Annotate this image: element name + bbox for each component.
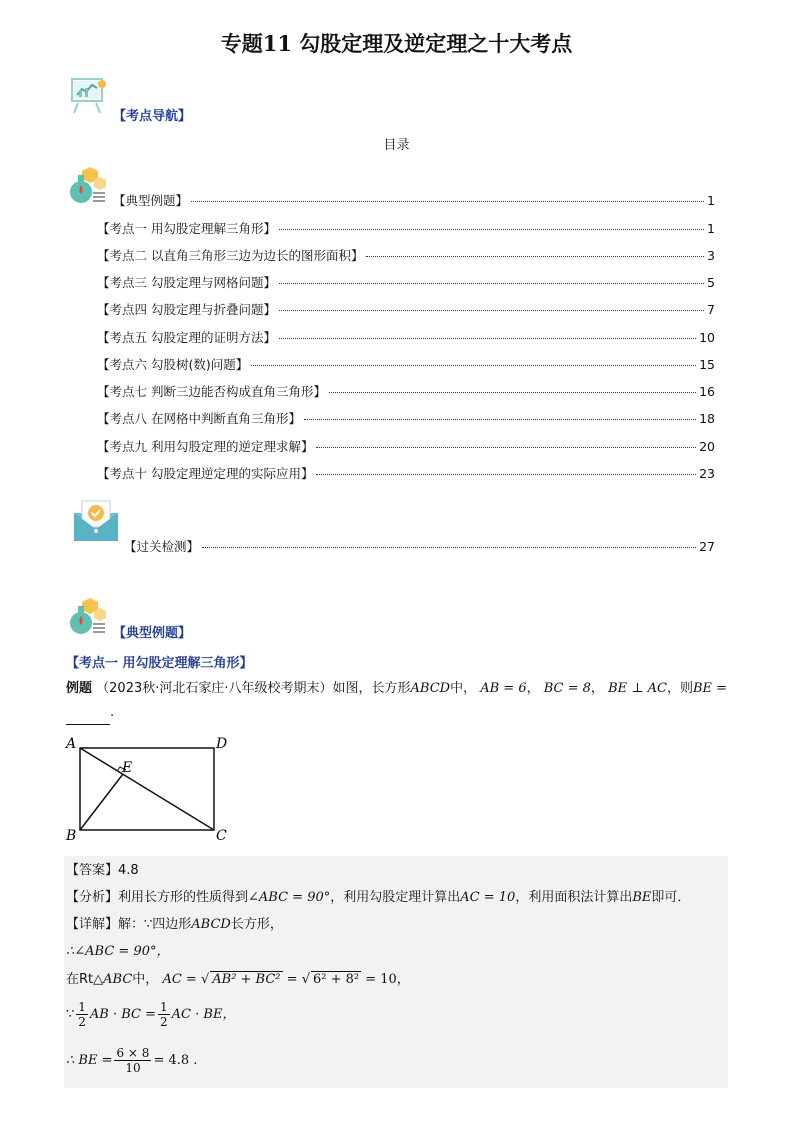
flask-icon <box>68 165 108 205</box>
math-eq: = <box>282 972 302 987</box>
rectangle-figure <box>62 730 238 848</box>
toc-leader <box>304 419 696 420</box>
analysis-line <box>66 886 690 905</box>
detail-text: 在Rt△ <box>66 972 104 987</box>
detail-line-3: 在Rt△ABC中， AC = √ AB² + BC² = √ 6² + 8² = 10， <box>66 972 410 987</box>
question-ask: ，则 <box>666 681 693 696</box>
answer-label: 【答案】 <box>66 863 119 878</box>
toc-leader <box>202 547 696 548</box>
math-ac: AC = 10 <box>460 890 516 905</box>
math-be-eq: ∴ BE = <box>66 1053 113 1068</box>
example-label: 例题 <box>66 681 93 696</box>
analysis-text-3: ，利用面积法计算出 <box>515 890 633 905</box>
detail-line-2 <box>66 940 170 959</box>
toc-leader <box>279 283 704 284</box>
toc-row-topic[interactable] <box>97 355 715 373</box>
math-target: BE = <box>692 681 728 696</box>
toc-row-topic[interactable] <box>97 300 715 318</box>
math-area-2: AC · BE， <box>171 1007 236 1022</box>
segment-be <box>80 774 123 830</box>
detail-line-4 <box>66 1000 235 1029</box>
because-symbol: ∵ <box>66 1007 75 1022</box>
toc-label: 【考点三 勾股定理与网格问题】 <box>97 275 276 290</box>
topic-heading: 【考点一 用勾股定理解三角形】 <box>66 656 253 671</box>
math-rect: ABCD <box>191 917 231 932</box>
fraction-half <box>76 1000 88 1029</box>
toc-row-topic[interactable] <box>97 382 715 400</box>
math-result: = 10， <box>361 972 410 987</box>
math-angle-result: ∴∠ABC = 90°， <box>66 944 170 959</box>
toc-caption: 目录 <box>383 138 410 153</box>
toc-leader <box>279 338 696 339</box>
toc-page: 5 <box>707 275 715 290</box>
toc-leader <box>279 229 704 230</box>
toc-page: 15 <box>699 357 715 372</box>
toc-row-topic[interactable] <box>97 273 715 291</box>
toc-page: 1 <box>707 221 715 236</box>
fraction-result <box>114 1046 151 1075</box>
math-ac-eq: AC = <box>162 972 197 987</box>
presentation-icon <box>68 76 110 116</box>
toc-page: 16 <box>699 384 715 399</box>
toc-row-topic[interactable] <box>97 409 715 427</box>
toc-leader <box>329 392 696 393</box>
toc-row-topic[interactable] <box>97 219 715 237</box>
toc-label: 【考点十 勾股定理逆定理的实际应用】 <box>97 466 314 481</box>
toc-label: 【过关检测】 <box>124 539 200 554</box>
question-end: . <box>110 705 115 720</box>
fraction-num: 1 <box>78 1000 86 1014</box>
label-e: E <box>122 760 133 776</box>
toc-row-topic[interactable] <box>97 437 715 455</box>
toc-page: 18 <box>699 411 715 426</box>
analysis-text-2: ，利用勾股定理计算出 <box>330 890 461 905</box>
analysis-text-1: 利用长方形的性质得到 <box>118 890 249 905</box>
detail-text: 中， <box>132 972 159 987</box>
toc-label: 【考点八 在网格中判断直角三角形】 <box>97 411 301 426</box>
detail-label: 【详解】 <box>66 917 119 932</box>
fraction-den: 2 <box>78 1015 86 1029</box>
toc-label: 【考点七 判断三边能否构成直角三角形】 <box>97 384 326 399</box>
analysis-text-4: 即可． <box>651 890 691 905</box>
math-ab: AB = 6 <box>480 681 527 696</box>
answer-blank[interactable] <box>66 710 110 725</box>
label-c: C <box>216 828 227 844</box>
fraction-num: 1 <box>160 1000 168 1014</box>
toc-row-examples[interactable] <box>113 191 715 209</box>
fraction-den: 10 <box>125 1061 141 1075</box>
diagonal-ac <box>80 748 214 830</box>
answer-line <box>66 859 139 878</box>
math-final: = 4.8 . <box>153 1053 198 1068</box>
check-envelope-icon <box>72 499 120 543</box>
toc-label: 【考点五 勾股定理的证明方法】 <box>97 330 276 345</box>
toc-label: 【考点二 以直角三角形三边为边长的图形面积】 <box>97 248 364 263</box>
toc-page: 7 <box>707 302 715 317</box>
math-angle: ∠ABC = 90° <box>248 890 331 905</box>
toc-label: 【考点九 利用勾股定理的逆定理求解】 <box>97 439 314 454</box>
toc-leader <box>279 310 704 311</box>
section-heading-examples: 【典型例题】 <box>113 626 192 641</box>
toc-page: 20 <box>699 439 715 454</box>
toc-page: 3 <box>707 248 715 263</box>
math-triangle: ABC <box>103 972 133 987</box>
toc-page: 10 <box>699 330 715 345</box>
detail-line-5 <box>66 1046 197 1075</box>
toc-leader <box>316 474 696 475</box>
math-rect: ABCD <box>410 681 451 696</box>
toc-leader <box>191 201 704 202</box>
detail-text: 解：∵四边形 <box>118 917 192 932</box>
fraction-num: 6 × 8 <box>116 1046 150 1060</box>
toc-leader <box>251 365 696 366</box>
flask-icon <box>68 596 108 636</box>
detail-text: 长方形， <box>230 917 283 932</box>
math-be: BE <box>632 890 652 905</box>
toc-row-check[interactable] <box>124 537 715 555</box>
toc-label: 【典型例题】 <box>113 193 189 208</box>
toc-label: 【考点一 用勾股定理解三角形】 <box>97 221 276 236</box>
math-area-1: AB · BC = <box>89 1007 157 1022</box>
label-b: B <box>66 828 77 844</box>
analysis-label: 【分析】 <box>66 890 119 905</box>
answer-value: 4.8 <box>118 863 139 878</box>
fraction-den: 2 <box>160 1015 168 1029</box>
toc-leader <box>366 256 704 257</box>
toc-leader <box>316 447 696 448</box>
label-a: A <box>66 736 77 752</box>
label-d: D <box>216 736 228 752</box>
toc-page: 27 <box>699 539 715 554</box>
toc-page: 23 <box>699 466 715 481</box>
toc-label: 【考点六 勾股树(数)问题】 <box>97 357 249 372</box>
toc-row-topic[interactable] <box>97 464 715 482</box>
math-sqrt-2: 6² + 8² <box>312 972 360 987</box>
fraction-half <box>158 1000 170 1029</box>
nav-label: 【考点导航】 <box>113 109 192 124</box>
question-text: 例题 （2023秋·河北石家庄·八年级校考期末）如图，长方形ABCD中， AB = 6， BC = 8， BE ⊥ AC，则BE = . <box>66 677 728 725</box>
question-source: （2023秋·河北石家庄·八年级校考期末）如图，长方形 <box>96 681 411 696</box>
toc-label: 【考点四 勾股定理与折叠问题】 <box>97 302 276 317</box>
math-bc: BC = 8 <box>543 681 591 696</box>
toc-row-topic[interactable] <box>97 328 715 346</box>
page-title: 专题11 勾股定理及逆定理之十大考点 <box>220 31 573 56</box>
toc-row-topic[interactable] <box>97 246 715 264</box>
detail-line-1 <box>66 913 283 932</box>
math-sqrt-1: AB² + BC² <box>212 972 281 987</box>
question-mid: 中， <box>450 681 477 696</box>
math-perp: BE ⊥ AC <box>608 681 667 696</box>
toc-page: 1 <box>707 193 715 208</box>
